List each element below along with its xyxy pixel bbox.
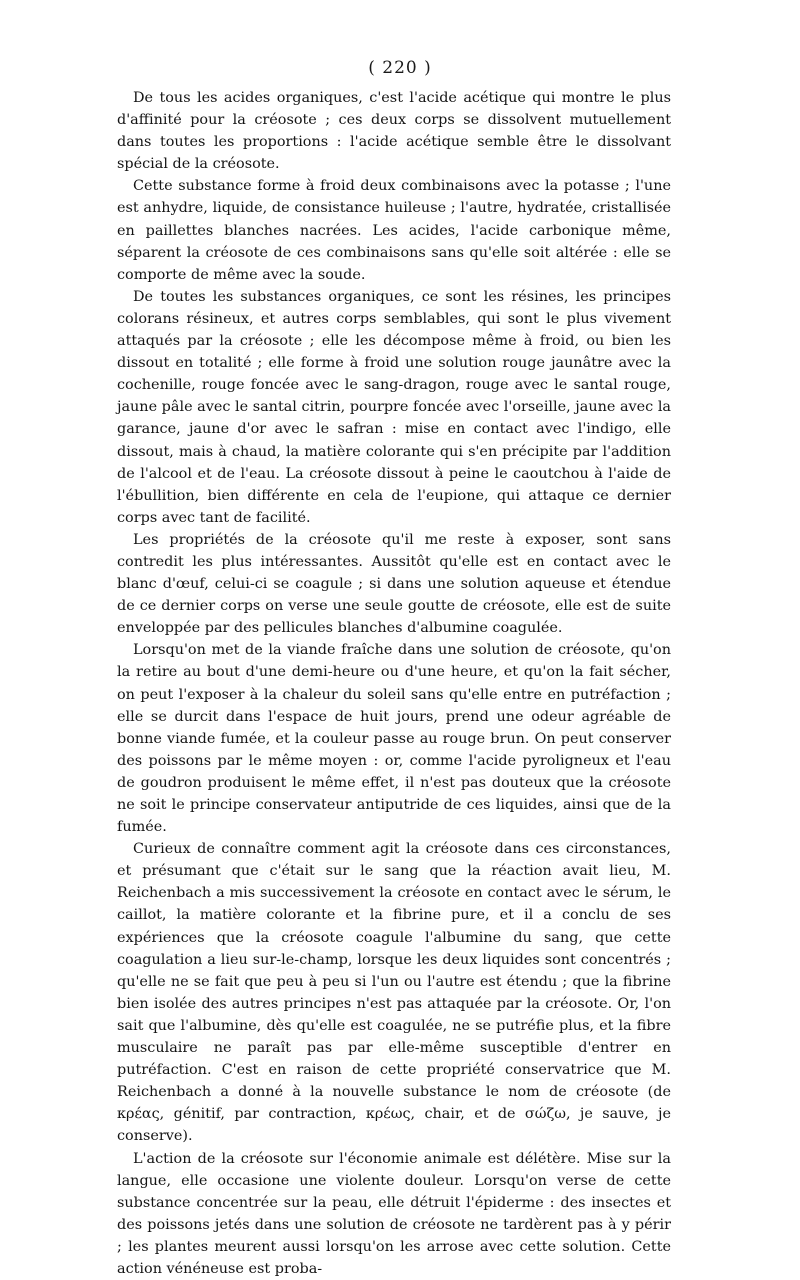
paragraph-5: Lorsqu'on met de la viande fraîche dans une solution de créosote, qu'on la retire au bout d'une demi-heure ou d'une heure, et qu'on la fait sécher, on peut l'exposer à la chaleur du soleil sans qu'elle entre en putréfaction ; elle se durcit dans l'espace de huit jours, prend une odeur agréable de bonne viande fumée, et la couleur passe au rouge brun. On peut conserver des poissons par le même moyen : or, comme l'acide pyroligneux et l'eau de goudron produisent le même effet, il n'est pas douteux que la créosote ne soit le principe conservateur antiputride de ces liquides, ainsi que de la fumée. — [117, 639, 671, 838]
paragraph-1: De tous les acides organiques, c'est l'acide acétique qui montre le plus d'affinité pour la créosote ; ces deux corps se dissolvent mutuellement dans toutes les proportions : l'acide acétique semble être le dissolvant spécial de la créosote. — [117, 87, 671, 175]
paragraph-7: L'action de la créosote sur l'économie animale est délétère. Mise sur la langue, elle occasione une violente douleur. Lorsqu'on verse de cette substance concentrée sur la peau, elle détruit l'épiderme : des insectes et des poissons jetés dans une solution de créosote ne tardèrent pas à y périr ; les plantes meurent aussi lorsqu'on les arrose avec cette solution. Cette action vénéneuse est proba- — [117, 1148, 671, 1280]
body-text — [117, 87, 671, 1280]
paragraph-4: Les propriétés de la créosote qu'il me reste à exposer, sont sans contredit les plus intéressantes. Aussitôt qu'elle est en contact avec le blanc d'œuf, celui-ci se coagule ; si dans une solution aqueuse et étendue de ce dernier corps on verse une seule goutte de créosote, elle est de suite enveloppée par des pellicules blanches d'albumine coagulée. — [117, 529, 671, 639]
paragraph-2: Cette substance forme à froid deux combinaisons avec la potasse ; l'une est anhydre, liquide, de consistance huileuse ; l'autre, hydratée, cristallisée en paillettes blanches nacrées. Les acides, l'acide carbonique même, séparent la créosote de ces combinaisons sans qu'elle soit altérée : elle se comporte de même avec la soude. — [117, 175, 671, 285]
paragraph-6: Curieux de connaître comment agit la créosote dans ces circonstances, et présumant que c'était sur le sang que la réaction avait lieu, M. Reichenbach a mis successivement la créosote en contact avec le sérum, le caillot, la matière colorante et la fibrine pure, et il a conclu de ses expériences que la créosote coagule l'albumine du sang, que cette coagulation a lieu sur-le-champ, lorsque les deux liquides sont concentrés ; qu'elle ne se fait que peu à peu si l'un ou l'autre est étendu ; que la fibrine bien isolée des autres principes n'est pas attaquée par la créosote. Or, l'on sait que l'albumine, dès qu'elle est coagulée, ne se putréfie plus, et la fibre musculaire ne paraît pas par elle-même susceptible d'entrer en putréfaction. C'est en raison de cette propriété conservatrice que M. Reichenbach a donné à la nouvelle substance le nom de créosote (de κρέας, génitif, par contraction, κρέως, chair, et de σώζω, je sauve, je conserve). — [117, 838, 671, 1147]
paragraph-3: De toutes les substances organiques, ce sont les résines, les principes colorans résineux, et autres corps semblables, qui sont le plus vivement attaqués par la créosote ; elle les décompose même à froid, ou bien les dissout en totalité ; elle forme à froid une solution rouge jaunâtre avec la cochenille, rouge foncée avec le sang-dragon, rouge avec le santal rouge, jaune pâle avec le santal citrin, pourpre foncée avec l'orseille, jaune avec la garance, jaune d'or avec le safran : mise en contact avec l'indigo, elle dissout, mais à chaud, la matière colorante qui s'en précipite par l'addition de l'alcool et de l'eau. La créosote dissout à peine le caoutchou à l'aide de l'ébullition, bien différente en cela de l'eupione, qui attaque ce dernier corps avec tant de facilité. — [117, 286, 671, 529]
page-number: ( 220 ) — [0, 58, 800, 78]
